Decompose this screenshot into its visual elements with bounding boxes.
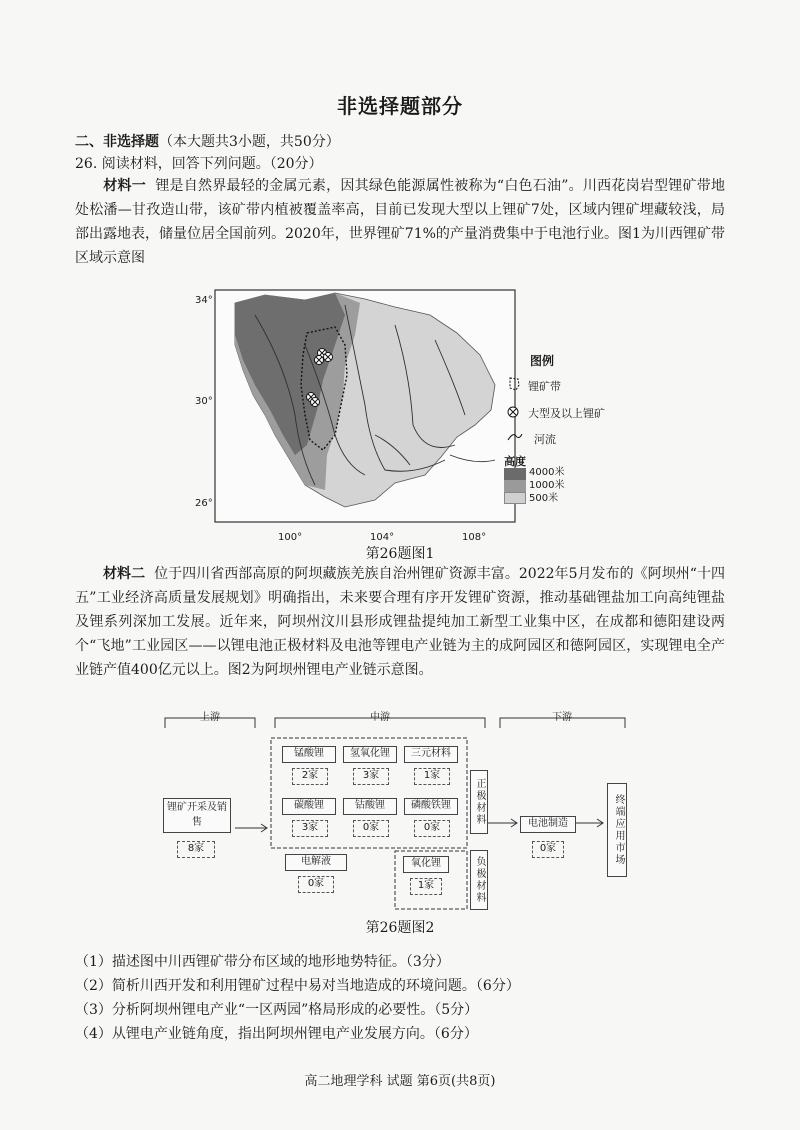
legend-river-label: 河流 — [534, 433, 556, 446]
legend-title: 图例 — [530, 354, 555, 368]
material1-text: 锂是自然界最轻的金属元素，因其绿色能源属性被称为“白色石油”。川西花岗岩型锂矿带地处松潘—甘孜造山带，该矿带内植被覆盖率高，目前已发现大型以上锂矿7处，区域内锂矿埋藏较浅，局部出露地表，储量位居全国前列。2020年，世界锂矿71%的产量消费集中于电池行业。图1为川西锂矿带区域示意图 — [75, 178, 725, 266]
legend-mine-label: 大型及以上锂矿 — [528, 407, 605, 420]
section-note: （本大题共3小题，共50分） — [159, 134, 340, 150]
electrolyte-box: 电解液 — [285, 854, 347, 871]
cathode-count-4: 3家 — [292, 820, 328, 837]
mining-count: 8家 — [177, 841, 215, 858]
cathode-item-6: 磷酸铁锂 — [404, 798, 458, 815]
cathode-count-1: 2家 — [292, 768, 328, 785]
terminal-market: 终端应用市场 — [607, 783, 627, 877]
cathode-count-3: 1家 — [414, 768, 450, 785]
figure2-caption: 第26题图2 — [365, 920, 435, 936]
elevation-label-1000: 1000米 — [529, 480, 565, 491]
legend-belt-label: 锂矿带 — [528, 380, 561, 393]
battery-box: 电池制造 — [520, 816, 576, 833]
electrolyte-count: 0家 — [298, 876, 334, 893]
elevation-swatch-high — [504, 468, 526, 480]
cathode-item-1: 锰酸锂 — [282, 746, 336, 763]
anode-label: 负极材料 — [470, 850, 488, 910]
elevation-title: 高度 — [504, 455, 526, 468]
river-legend-icon — [506, 430, 524, 444]
cathode-count-6: 0家 — [414, 820, 450, 837]
section-heading: 二、非选择题 — [75, 134, 159, 150]
industry-chain-diagram — [155, 708, 655, 913]
question-intro-line — [75, 154, 323, 174]
lon-label-108: 108° — [462, 532, 487, 543]
mining-box: 锂矿开采及销售 — [163, 798, 231, 833]
material2-paragraph — [75, 562, 725, 682]
material2-text: 位于四川省西部高原的阿坝藏族羌族自治州锂矿资源丰富。2022年5月发布的《阿坝州“十四五”工业经济高质量发展规划》明确指出，未来要合理有序开发锂矿资源，推动基础锂盐加工向高纯锂盐及锂系列深加工发展。近年来，阿坝州汶川县形成锂盐提纯加工新型工业集中区，在成都和德阳建设两个“飞地”工业园区——以锂电池正极材料及电池等锂电产业链为主的成阿园区和德阿园区，实现锂电全产业链产值400亿元以上。图2为阿坝州锂电产业链示意图。 — [75, 566, 725, 678]
page-title: 非选择题部分 — [337, 94, 463, 118]
belt-legend-icon — [506, 376, 522, 392]
stage-midstream: 中游 — [370, 712, 390, 723]
lon-label-100: 100° — [278, 532, 303, 543]
elevation-label-4000: 4000米 — [529, 467, 565, 478]
cathode-count-2: 3家 — [353, 768, 389, 785]
lat-label-26: 26° — [195, 498, 213, 509]
figure1-caption: 第26题图1 — [365, 546, 435, 562]
cathode-item-4: 碳酸锂 — [282, 798, 336, 815]
cathode-label: 正极材料 — [470, 770, 488, 834]
lon-label-104: 104° — [370, 532, 395, 543]
stage-downstream: 下游 — [552, 712, 572, 723]
question-1: （1）描述图中川西锂矿带分布区域的地形地势特征。（3分） — [75, 954, 450, 970]
material2-label: 材料二 — [103, 566, 146, 582]
lat-label-34: 34° — [195, 295, 213, 306]
question-4: （4）从锂电产业链角度，指出阿坝州锂电产业发展方向。（6分） — [75, 1026, 478, 1042]
question-3: （3）分析阿坝州锂电产业“一区两园”格局形成的必要性。（5分） — [75, 1002, 479, 1018]
material1-paragraph — [75, 174, 725, 270]
section-heading-line — [75, 132, 340, 152]
cathode-item-2: 氢氧化锂 — [343, 746, 397, 763]
stage-upstream: 上游 — [200, 712, 220, 723]
question-intro: 阅读材料，回答下列问题。（20分） — [101, 156, 323, 172]
question-number: 26. — [75, 156, 98, 172]
cathode-item-5: 钴酸锂 — [343, 798, 397, 815]
cathode-item-3: 三元材料 — [404, 746, 458, 763]
mine-legend-icon — [506, 405, 520, 419]
material1-label: 材料一 — [103, 178, 146, 194]
lat-label-30: 30° — [195, 396, 213, 407]
anode-count: 1家 — [410, 878, 442, 895]
battery-count: 0家 — [532, 841, 564, 858]
elevation-swatch-mid — [504, 480, 526, 492]
elevation-swatch-low — [504, 492, 526, 504]
anode-item: 氧化锂 — [403, 856, 449, 873]
cathode-count-5: 0家 — [353, 820, 389, 837]
question-2: （2）简析川西开发和利用锂矿过程中易对当地造成的环境问题。（6分） — [75, 978, 520, 994]
page-footer: 高二地理学科 试题 第6页(共8页) — [304, 1074, 496, 1089]
elevation-label-500: 500米 — [529, 493, 559, 504]
